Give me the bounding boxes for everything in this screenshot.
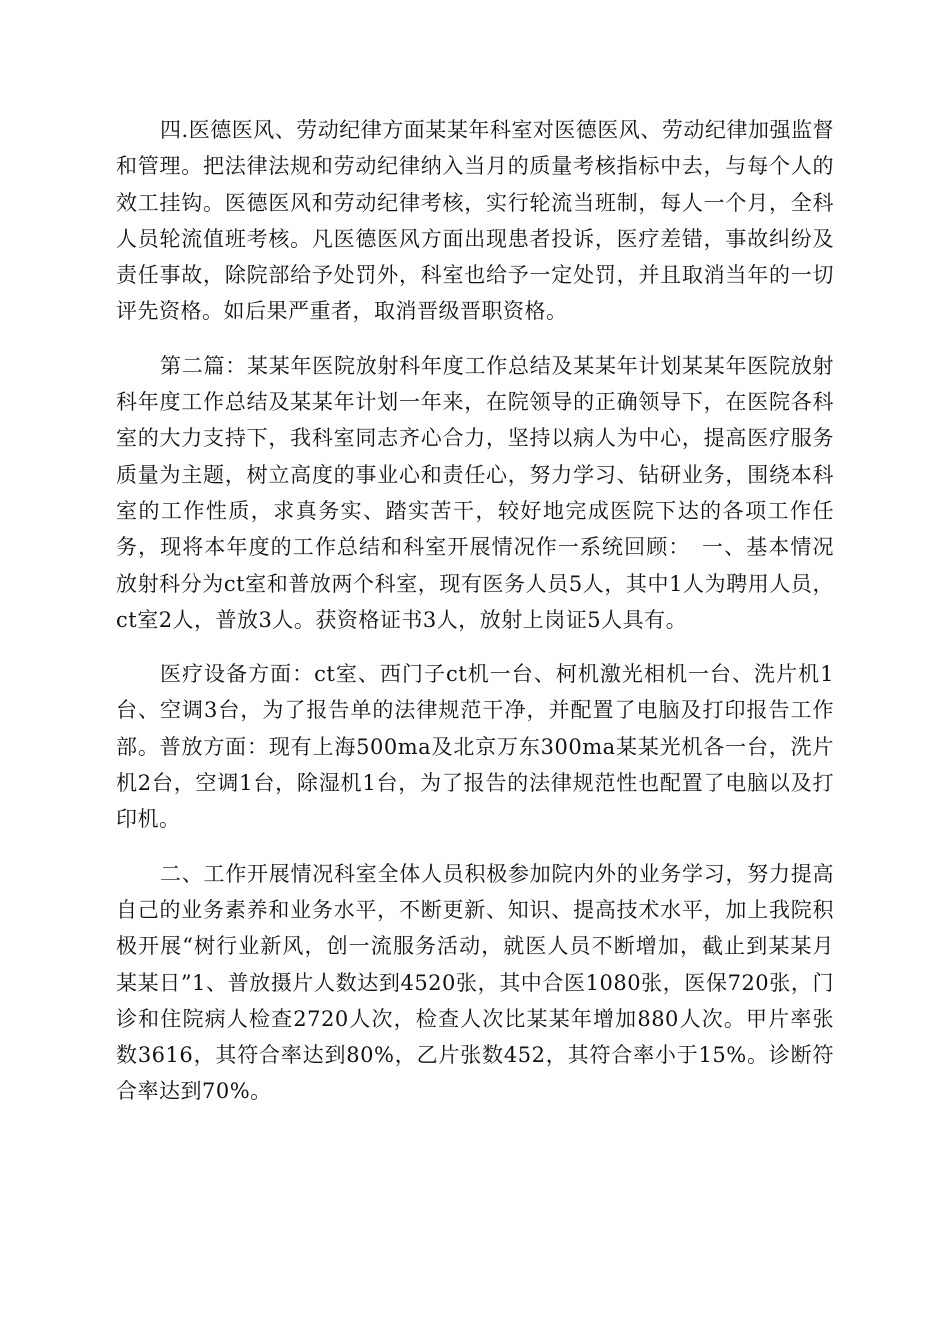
- paragraph-annual-summary: 第二篇：某某年医院放射科年度工作总结及某某年计划某某年医院放射科年度工作总结及某某年计划一年来，在院领导的正确领导下，在医院各科室的大力支持下，我科室同志齐心合力，坚持以病人为中心，提高医疗服务质量为主题，树立高度的事业心和责任心，努力学习、钻研业务，围绕本科室的工作性质，求真务实、踏实苦干，较好地完成医院下达的各项工作任务，现将本年度的工作总结和科室开展情况作一系统回顾： 一、基本情况放射科分为ct室和普放两个科室，现有医务人员5人，其中1人为聘用人员，ct室2人，普放3人。获资格证书3人，放射上岗证5人具有。: [116, 353, 834, 632]
- paragraph-work-progress: 二、工作开展情况科室全体人员积极参加院内外的业务学习，努力提高自己的业务素养和业务水平，不断更新、知识、提高技术水平，加上我院积极开展“树行业新风，创一流服务活动，就医人员不断增加，截止到某某月某某日”1、普放摄片人数达到4520张，其中合医1080张，医保720张，门诊和住院病人检查2720人次，检查人次比某某年增加880人次。甲片率张数3616，其符合率达到80%，乙片张数452，其符合率小于15%。诊断符合率达到70%。: [116, 861, 834, 1104]
- paragraph-equipment: 医疗设备方面：ct室、西门子ct机一台、柯机激光相机一台、洗片机1台、空调3台，为了报告单的法律规范干净，并配置了电脑及打印报告工作部。普放方面：现有上海500ma及北京万东300ma某某光机各一台，洗片机2台，空调1台，除湿机1台，为了报告的法律规范性也配置了电脑以及打印机。: [116, 662, 834, 832]
- paragraph-medical-ethics: 四.医德医风、劳动纪律方面某某年科室对医德医风、劳动纪律加强监督和管理。把法律法规和劳动纪律纳入当月的质量考核指标中去，与每个人的效工挂钩。医德医风和劳动纪律考核，实行轮流当班制，每人一个月，全科人员轮流值班考核。凡医德医风方面出现患者投诉，医疗差错，事故纠纷及责任事故，除院部给予处罚外，科室也给予一定处罚，并且取消当年的一切评先资格。如后果严重者，取消晋级晋职资格。: [116, 118, 834, 324]
- document-body: [116, 112, 834, 1128]
